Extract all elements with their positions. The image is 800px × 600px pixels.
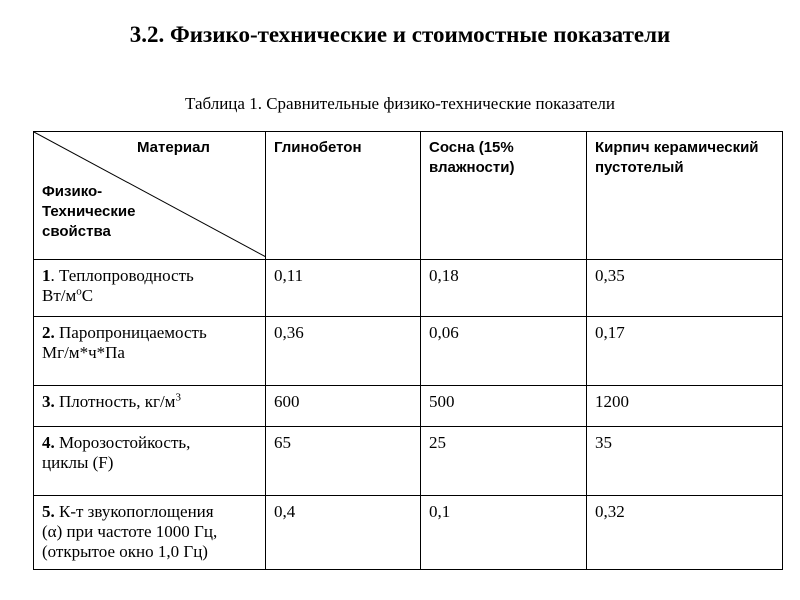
- table-cell: 35: [587, 427, 783, 496]
- table-row: [34, 260, 783, 317]
- table-cell: 600: [266, 386, 421, 427]
- table-caption: Таблица 1. Сравнительные физико-технические показатели: [184, 94, 615, 113]
- corner-line-3: свойства: [42, 223, 111, 240]
- properties-table: [33, 131, 783, 570]
- table-row: [34, 386, 783, 427]
- column-header-clay-concrete: Глинобетон: [266, 132, 421, 260]
- column-header-pine: Сосна (15% влажности): [421, 132, 587, 260]
- diagonal-header-cell: [34, 132, 266, 260]
- table-cell: 0,1: [421, 496, 587, 570]
- table-header-row: [34, 132, 783, 260]
- column-header-brick: Кирпич керамический пустотелый: [587, 132, 783, 260]
- table-cell: 0,06: [421, 317, 587, 386]
- table-cell: 0,18: [421, 260, 587, 317]
- table-cell: 0,17: [587, 317, 783, 386]
- row-label-sound-absorption: 5. К-т звукопоглощения (α) при частоте 1000 Гц, (открытое окно 1,0 Гц): [34, 496, 266, 570]
- table-cell: 0,4: [266, 496, 421, 570]
- row-label-vapor-permeability: 2. Паропроницаемость Мг/м*ч*Па: [34, 317, 266, 386]
- table-cell: 1200: [587, 386, 783, 427]
- table-cell: 500: [421, 386, 587, 427]
- corner-line-2: Технические: [42, 203, 136, 220]
- table-cell: 0,32: [587, 496, 783, 570]
- table-row: [34, 317, 783, 386]
- corner-material-label: Материал: [137, 139, 210, 156]
- row-label-density: 3. Плотность, $кг/м^3$: [34, 386, 266, 427]
- table-cell: 0,35: [587, 260, 783, 317]
- table-cell: 25: [421, 427, 587, 496]
- page-heading: 3.2. Физико-технические и стоимостные показатели: [129, 22, 671, 47]
- table-cell: 65: [266, 427, 421, 496]
- table-cell: 0,11: [266, 260, 421, 317]
- corner-line-1: Физико-: [42, 183, 103, 200]
- corner-properties-label: [42, 182, 135, 242]
- table-cell: 0,36: [266, 317, 421, 386]
- table-row: [34, 496, 783, 570]
- table-row: [34, 427, 783, 496]
- row-label-frost-resistance: 4. Морозостойкость, циклы (F): [34, 427, 266, 496]
- row-label-thermal-conductivity: 1. Теплопроводность $Вт/м^oС$: [34, 260, 266, 317]
